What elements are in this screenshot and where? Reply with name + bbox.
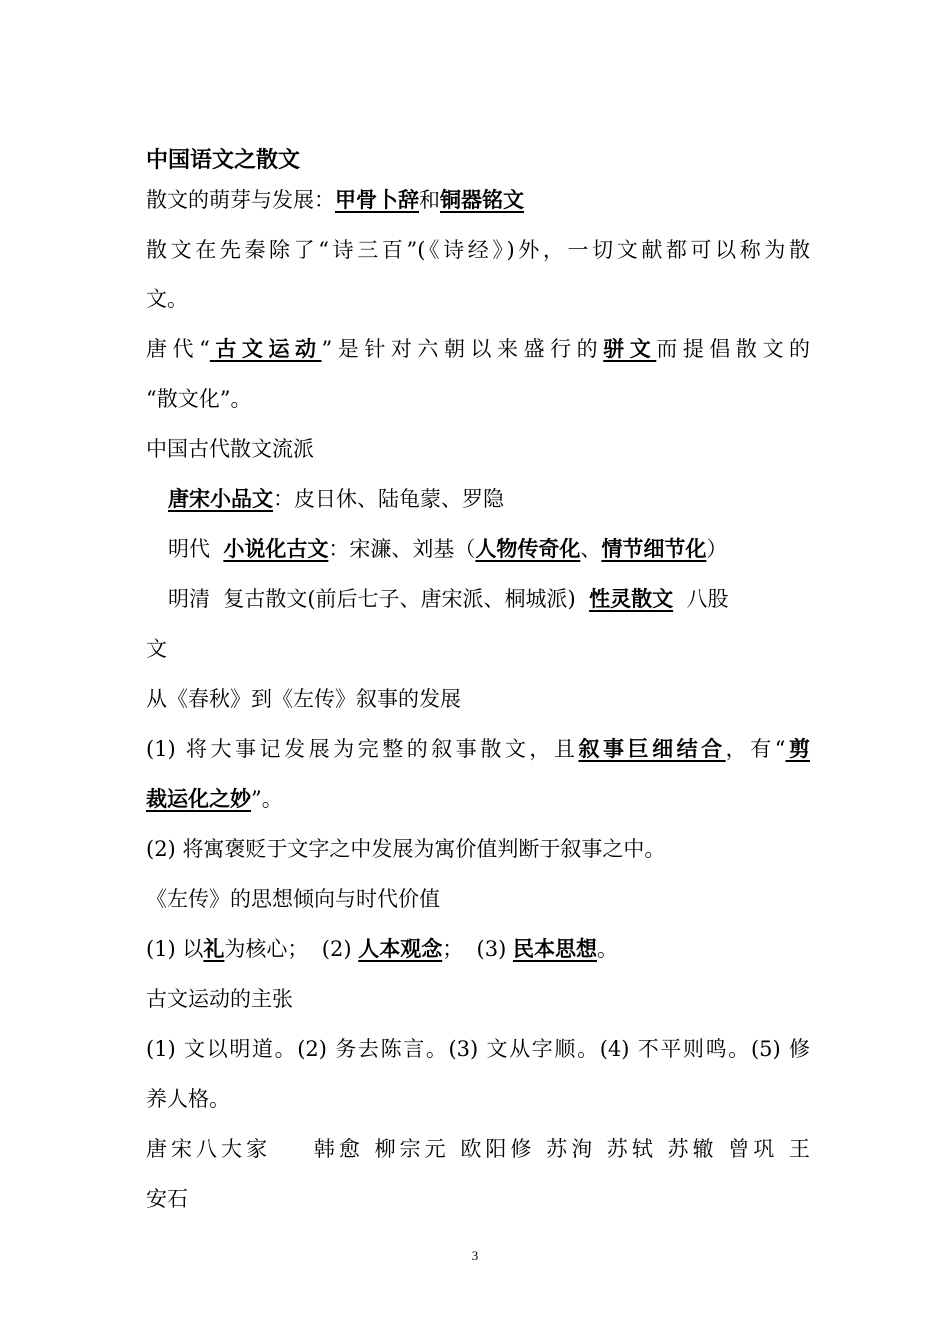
origin-line xyxy=(146,185,810,215)
eight-masters-line-2: 安石 xyxy=(146,1187,188,1211)
school-row-ming-text-1: 明代 xyxy=(168,537,224,561)
zuozhuan-point-1-text-2: ，有“ xyxy=(725,737,786,761)
term-editing-part-2: 裁运化之妙 xyxy=(146,787,251,811)
zuozhuan-point-1-text-1: (1) 将大事记发展为完整的叙事散文，且 xyxy=(146,737,579,761)
schools-heading: 中国古代散文流派 xyxy=(146,437,314,461)
term-bronze-inscription: 铜器铭文 xyxy=(440,188,524,212)
school-row-mingqing xyxy=(168,584,810,614)
tang-line-1 xyxy=(146,334,810,364)
term-narrative-detail: 叙事巨细结合 xyxy=(578,737,726,761)
school-row-mingqing-text-1: 明清 复古散文(前后七子、唐宋派、桐城派) xyxy=(168,587,590,611)
school-row-ming xyxy=(168,534,832,564)
thought-text-2: 为核心； (2) xyxy=(224,937,359,961)
school-row-mingqing-text-2: 八股 xyxy=(673,587,729,611)
term-oracle-bone: 甲骨卜辞 xyxy=(335,188,419,212)
tang-text-3: 而提倡散文的 xyxy=(656,337,811,361)
preqin-line-1: 散文在先秦除了“诗三百”(《诗经》)外，一切文献都可以称为散 xyxy=(146,238,810,262)
term-pianwen: 骈文 xyxy=(603,337,657,361)
term-plot-detail: 情节细节化 xyxy=(601,537,707,561)
term-tangsong-xiaopin: 唐宋小品文 xyxy=(168,487,273,511)
term-character-legend: 人物传奇化 xyxy=(475,537,581,561)
tang-text-1: 唐代“ xyxy=(146,337,210,361)
thought-text-4: 。 xyxy=(596,937,618,961)
thought-text-1: (1) 以 xyxy=(146,937,204,961)
school-row-mingqing-line-2: 文 xyxy=(146,637,167,661)
page-title: 中国语文之散文 xyxy=(146,148,301,173)
guwen-line-2: 养人格。 xyxy=(146,1087,230,1111)
origin-and: 和 xyxy=(419,188,440,212)
zuozhuan-point-2: (2) 将寓褒贬于文字之中发展为寓价值判断于叙事之中。 xyxy=(146,837,666,861)
school-row-tangsong xyxy=(168,484,832,514)
origin-label: 散文的萌芽与发展： xyxy=(146,188,335,212)
eight-masters-line-1: 唐宋八大家 韩愈 柳宗元 欧阳修 苏洵 苏轼 苏辙 曾巩 王 xyxy=(146,1137,810,1161)
school-row-ming-text-3: 、 xyxy=(580,537,602,561)
tang-text-2: ”是针对六朝以来盛行的 xyxy=(321,337,604,361)
zuozhuan-point-1-text-3: ”。 xyxy=(251,787,283,811)
term-editing-part-1: 剪 xyxy=(785,737,811,761)
school-row-ming-text-2: ：宋濂、刘基（ xyxy=(328,537,476,561)
term-guwen-movement: 古文运动 xyxy=(209,337,322,361)
zuozhuan-point-1-line-2 xyxy=(146,784,810,814)
zuozhuan-point-1-line-1 xyxy=(146,734,810,764)
thought-points xyxy=(146,934,810,964)
guwen-heading: 古文运动的主张 xyxy=(146,987,293,1011)
thought-heading: 《左传》的思想倾向与时代价值 xyxy=(146,887,440,911)
guwen-line-1: (1) 文以明道。(2) 务去陈言。(3) 文从字顺。(4) 不平则鸣。(5) 修 xyxy=(146,1037,810,1061)
page-number: 3 xyxy=(471,1248,479,1263)
term-humanism: 人本观念 xyxy=(358,937,443,961)
term-li: 礼 xyxy=(203,937,225,961)
term-novelized-guwen: 小说化古文 xyxy=(223,537,329,561)
thought-text-3: ； (3) xyxy=(442,937,513,961)
term-people-centered: 民本思想 xyxy=(512,937,597,961)
school-row-tangsong-text: ：皮日休、陆龟蒙、罗隐 xyxy=(273,487,504,511)
zuozhuan-heading: 从《春秋》到《左传》叙事的发展 xyxy=(146,687,461,711)
preqin-line-2: 文。 xyxy=(146,287,188,311)
tang-line-2: “散文化”。 xyxy=(146,387,252,411)
school-row-ming-text-4: ） xyxy=(706,537,728,561)
term-xingling-prose: 性灵散文 xyxy=(589,587,674,611)
